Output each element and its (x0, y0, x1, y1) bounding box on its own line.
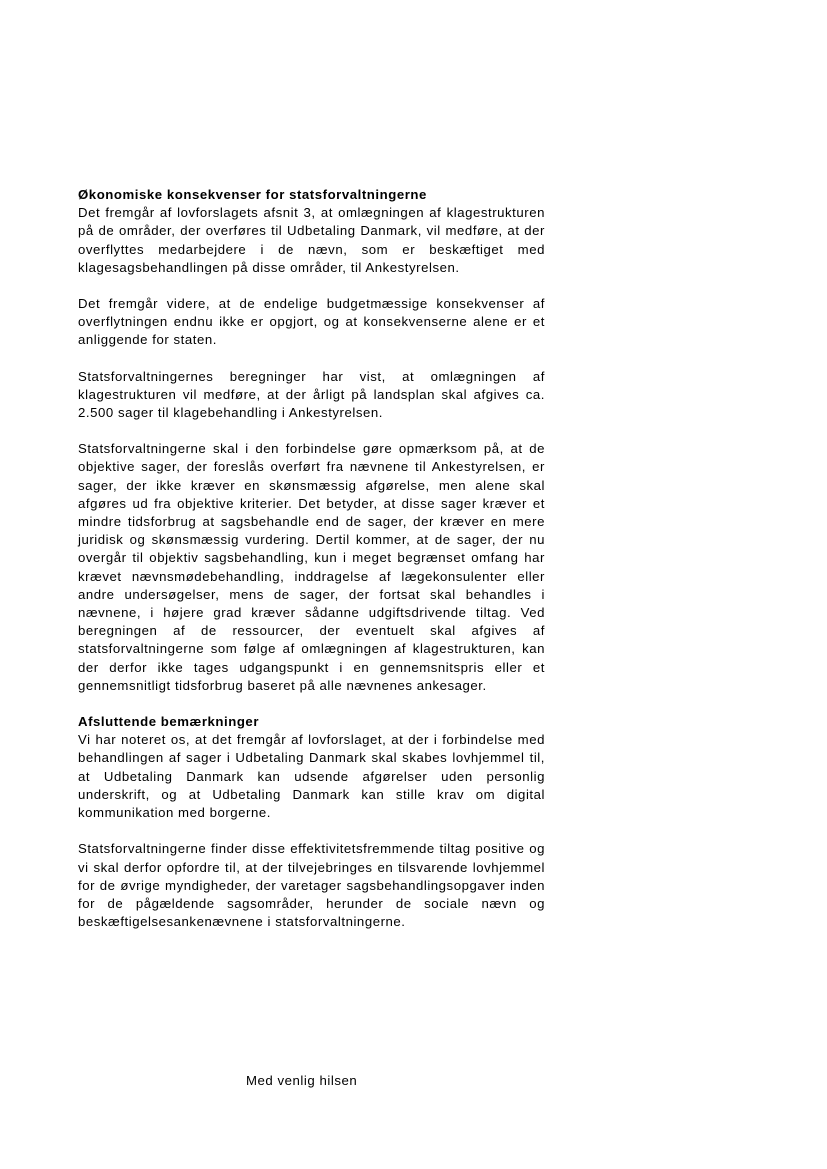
paragraph-spacer (78, 350, 545, 368)
paragraph: Det fremgår videre, at de endelige budgetmæssige konsekvenser af overflytningen endnu ikke er opgjort, og at konsekvenserne alene er et anliggende for staten. (78, 296, 545, 348)
closing-salutation: Med venlig hilsen (246, 1073, 358, 1088)
paragraph-spacer (78, 695, 545, 713)
paragraph-spacer (78, 822, 545, 840)
paragraph: Statsforvaltningernes beregninger har vist, at omlægningen af klagestrukturen vil medføre, at der årligt på landsplan skal afgives ca. 2.500 sager til klagebehandling i Ankestyrelsen. (78, 368, 545, 421)
document-body (78, 186, 545, 931)
section-heading-concluding-remarks: Afsluttende bemærkninger (78, 714, 259, 730)
section-heading-economic-consequences: Økonomiske konsekvenser for statsforvaltningerne (78, 187, 427, 202)
paragraph: Det fremgår af lovforslagets afsnit 3, at omlægningen af klagestrukturen på de områder, der overføres til Udbetaling Danmark, vil medføre, at der overflyttes medarbejdere i de nævn, som er beskæftiget med klagesagsbehandlingen på disse områder, til Ankestyrelsen. (78, 205, 545, 275)
paragraph: Statsforvaltningerne skal i den forbindelse gøre opmærksom på, at de objektive sager, der foreslås overført fra nævnene til Ankestyrelsen, er sager, der ikke kræver en skønsmæssig afgørelse, men alene skal afgøres ud fra objektive kriterier. Det betyder, at disse sager kræver et mindre tidsforbrug at sagsbehandle end de sager, der kræver en mere juridisk og skønsmæssig vurdering. Dertil kommer, at de sager, der nu overgår til objektiv sagsbehandling, kun i meget begrænset omfang har krævet nævnsmødebehandling, inddragelse af lægekonsulenter eller andre undersøgelser, mens de sager, der fortsat skal behandles i nævnene, i højere grad kræver sådanne udgiftsdrivende tiltag. Ved beregningen af de ressourcer, der eventuelt skal afgives af statsforvaltningerne som følge af omlægningen af klagestrukturen, kan der derfor ikke tages udgangspunkt i en gennemsnitspris eller et gennemsnitligt tidsforbrug baseret på alle nævnenes ankesager. (78, 441, 545, 693)
paragraph-spacer (78, 277, 545, 295)
paragraph: Statsforvaltningerne finder disse effektivitetsfremmende tiltag positive og vi skal derfor opfordre til, at der tilvejebringes en tilsvarende lovhjemmel for de øvrige myndigheder, der varetager sagsbehandlingsopgaver inden for de pågældende sagsområder, herunder de sociale nævn og beskæftigelsesankenævnene i statsforvaltningerne. (78, 841, 545, 930)
paragraph: Vi har noteret os, at det fremgår af lovforslaget, at der i forbindelse med behandlingen af sager i Udbetaling Danmark skal skabes lovhjemmel til, at Udbetaling Danmark kan udsende afgørelser uden personlig underskrift, og at Udbetaling Danmark kan stille krav om digital kommunikation med borgerne. (78, 732, 545, 821)
paragraph-spacer (78, 422, 545, 440)
